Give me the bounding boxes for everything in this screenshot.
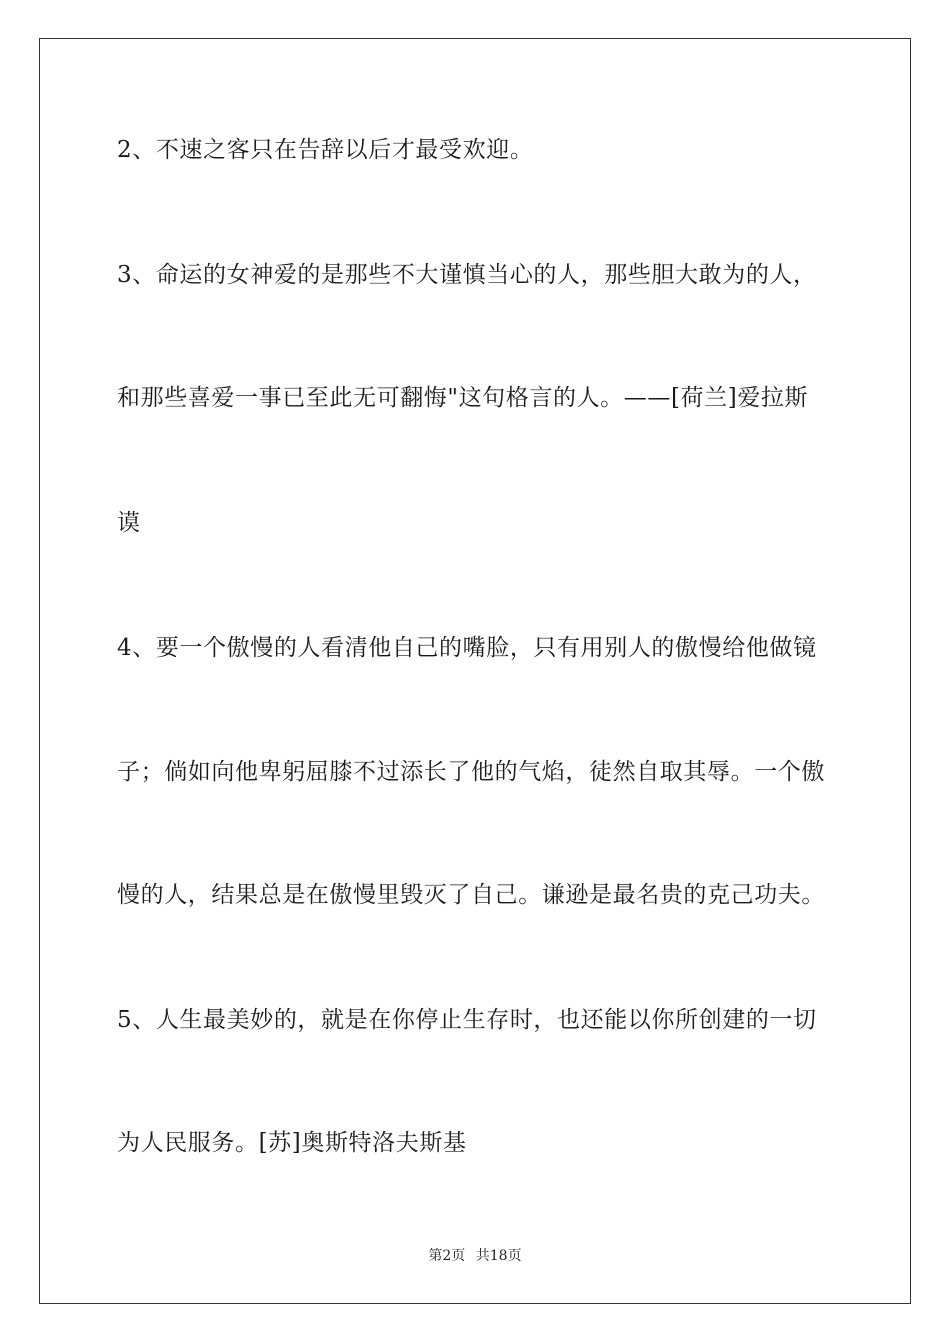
page-border — [39, 38, 911, 1304]
page-total: 共18页 — [475, 1248, 522, 1264]
text-line: 3、命运的女神爱的是那些不大谨慎当心的人，那些胆大敢为的人， — [117, 262, 817, 288]
text-line: 2、不速之客只在告辞以后才最受欢迎。 — [117, 137, 534, 163]
text-line: 为人民服务。[苏]奥斯特洛夫斯基 — [117, 1130, 467, 1156]
text-line: 子；倘如向他卑躬屈膝不过添长了他的气焰，徒然自取其辱。一个傲 — [117, 759, 825, 785]
text-line: 5、人生最美妙的，就是在你停止生存时，也还能以你所创建的一切 — [117, 1007, 817, 1033]
text-line: 慢的人，结果总是在傲慢里毁灭了自己。谦逊是最名贵的克己功夫。 — [117, 882, 825, 908]
text-line: 4、要一个傲慢的人看清他自己的嘴脸，只有用别人的傲慢给他做镜 — [117, 635, 817, 661]
page-number: 第2页 — [428, 1248, 466, 1264]
text-line: 谟 — [117, 510, 141, 536]
page-footer — [0, 1245, 950, 1265]
text-line: 和那些喜爱一事已至此无可翻悔"这句格言的人。——[荷兰]爱拉斯 — [117, 385, 809, 411]
